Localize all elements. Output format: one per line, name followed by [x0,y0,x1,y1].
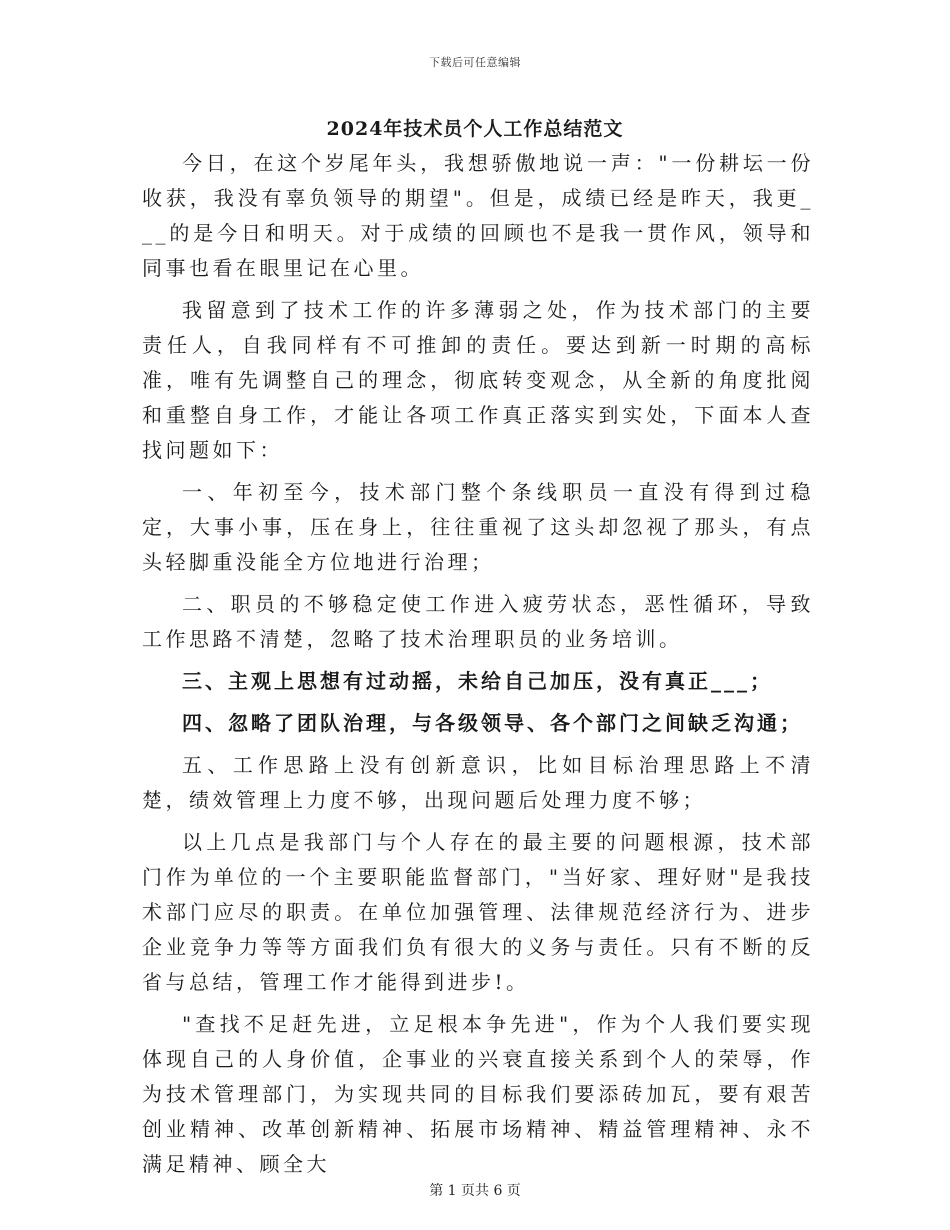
paragraph-6: 四、忽略了团队治理，与各级领导、各个部门之间缺乏沟通； [182,711,803,735]
document-body [142,146,814,1189]
paragraph-7: 五、工作思路上没有创新意识，比如目标治理思路上不清楚，绩效管理上力度不够，出现问题后处理力度不够； [142,753,814,812]
paragraph-9: "查找不足赶先进，立足根本争先进"，作为个人我们要实现体现自己的人身价值，企事业的兴衰直接关系到个人的荣辱，作为技术管理部门，为实现共同的目标我们要添砖加瓦，要有艰苦创业精神、改革创新精神、拓展市场精神、精益管理精神、永不满足精神、顾全大 [142,1012,814,1176]
paragraph-4: 二、职员的不够稳定使工作进入疲劳状态，恶性循环，导致工作思路不清楚，忽略了技术治理职员的业务培训。 [142,592,814,651]
paragraph-5: 三、主观上思想有过动摇，未给自己加压，没有真正___； [182,669,773,693]
paragraph-8: 以上几点是我部门与个人存在的最主要的问题根源，技术部门作为单位的一个主要职能监督部门，"当好家、理好财"是我技术部门应尽的职责。在单位加强管理、法律规范经济行为、进步企业竞争力等等方面我们负有很大的义务与责任。只有不断的反省与总结，管理工作才能得到进步!。 [142,830,814,994]
header-note: 下载后可任意编辑 [429,56,521,69]
page-number: 第 1 页共 6 页 [429,1183,521,1199]
document-title: 2024年技术员个人工作总结范文 [326,118,624,140]
paragraph-1: 今日，在这个岁尾年头，我想骄傲地说一声："一份耕坛一份收获，我没有辜负领导的期望"。但是，成绩已经是昨天，我更___的是今日和明天。对于成绩的回顾也不是我一贯作风，领导和同事也看在眼里记在心里。 [142,151,814,280]
paragraph-3: 一、年初至今，技术部门整个条线职员一直没有得到过稳定，大事小事，压在身上，往往重视了这头却忽视了那头，有点头轻脚重没能全方位地进行治理； [142,480,814,574]
paragraph-2: 我留意到了技术工作的许多薄弱之处，作为技术部门的主要责任人，自我同样有不可推卸的责任。要达到新一时期的高标准，唯有先调整自己的理念，彻底转变观念，从全新的角度批阅和重整自身工作，才能让各项工作真正落实到实处，下面本人查找问题如下： [142,298,814,462]
